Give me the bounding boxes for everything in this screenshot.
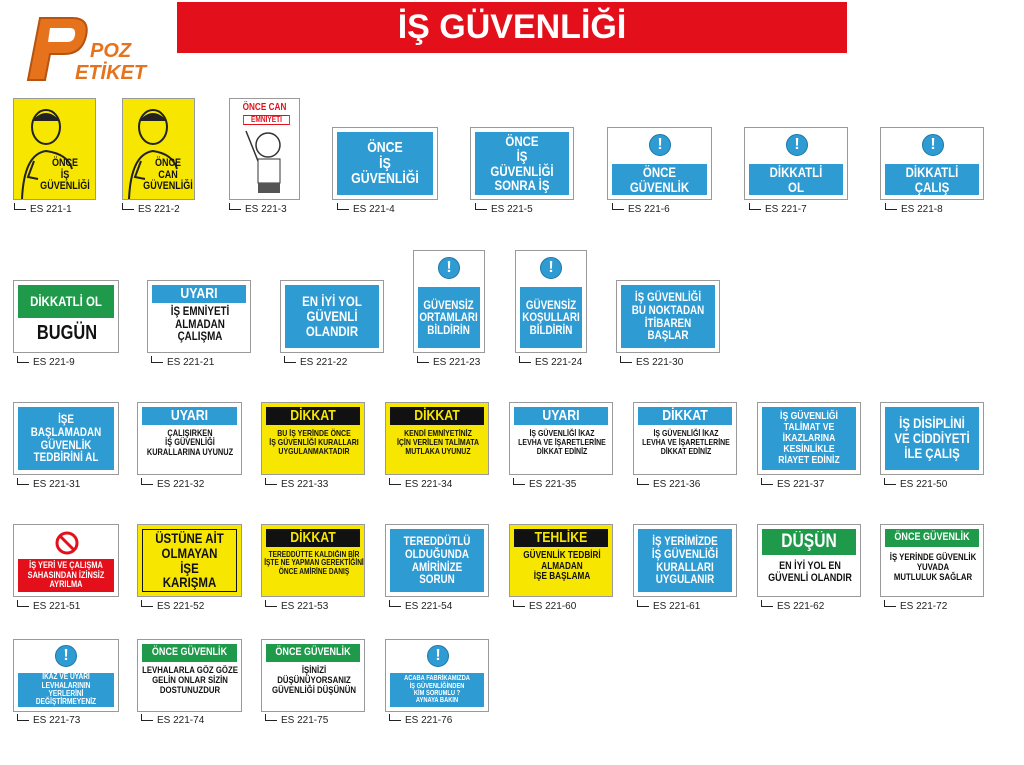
sign-es-221-76[interactable] xyxy=(385,639,489,712)
sign-text: EN İYİ YOL EN xyxy=(779,560,841,572)
sign-text: İŞ GÜVENLİĞİNDEN xyxy=(409,682,465,690)
product-code: ES 221-73 xyxy=(17,715,80,726)
product-code: ES 221-74 xyxy=(141,715,204,726)
sign-text: ÇALIŞ xyxy=(914,178,950,195)
sign-text: OL xyxy=(788,178,804,195)
sign-header: TEHLİKE xyxy=(534,529,588,547)
exclamation-icon: ! xyxy=(438,257,460,279)
sign-text: BAŞLAR xyxy=(647,328,689,343)
child-illustration xyxy=(230,99,300,200)
sign-text: CAN xyxy=(158,168,178,181)
sign-es-221-34[interactable] xyxy=(385,402,489,475)
sign-header: UYARI xyxy=(170,407,209,425)
sign-text: BİLDİRİN xyxy=(529,322,573,337)
sign-text: TEREDDÜTTE KALDIĞIN BİR xyxy=(268,550,360,559)
sign-text: DİKKAT EDİNİZ xyxy=(536,445,588,456)
sign-es-221-33[interactable] xyxy=(261,402,365,475)
sign-es-221-30[interactable] xyxy=(616,280,720,353)
sign-es-221-4[interactable] xyxy=(332,127,438,200)
exclamation-icon: ! xyxy=(649,134,671,156)
sign-text: VE CİDDİYETİ xyxy=(894,430,970,447)
sign-text: DİKKATLİ xyxy=(905,163,959,180)
sign-sub: EMNİYETİ xyxy=(243,115,290,125)
poz-etiket-logo xyxy=(20,10,155,90)
sign-text: İÇİN VERİLEN TALİMATA xyxy=(396,436,480,447)
sign-text: UYGULANMAKTADIR xyxy=(278,445,350,456)
product-code: ES 221-37 xyxy=(761,479,824,490)
sign-text: LEVHA VE İŞARETLERİNE xyxy=(518,436,606,447)
sign-text: KESİNLİKLE xyxy=(783,443,835,455)
sign-es-221-53[interactable] xyxy=(261,524,365,597)
sign-text: AYRILMA xyxy=(49,579,83,590)
sign-text: SORUN xyxy=(419,572,455,587)
sign-text: DÜŞÜNÜYORSANIZ xyxy=(277,674,351,686)
exclamation-icon: ! xyxy=(786,134,808,156)
sign-es-221-23[interactable] xyxy=(413,250,485,353)
sign-es-221-9[interactable] xyxy=(13,280,119,353)
sign-text: ACABA FABRİKAMIZDA xyxy=(404,675,470,683)
prohibition-icon xyxy=(54,530,80,556)
sign-text: GÜVENLİĞİ xyxy=(40,180,90,193)
sign-header: UYARI xyxy=(180,285,218,303)
product-code: ES 221-23 xyxy=(417,357,480,368)
sign-text: İŞ xyxy=(379,154,391,172)
sign-text: KARIŞMA xyxy=(162,574,217,591)
sign-es-221-7[interactable] xyxy=(744,127,848,200)
sign-text: KURALLARI xyxy=(656,559,714,574)
sign-text: TALİMAT VE xyxy=(783,420,835,433)
sign-header: ÖNCE GÜVENLİK xyxy=(275,646,351,659)
product-code: ES 221-52 xyxy=(141,601,204,612)
product-code: ES 221-62 xyxy=(761,601,824,612)
sign-es-221-36[interactable] xyxy=(633,402,737,475)
sign-text: RİAYET EDİNİZ xyxy=(778,454,840,467)
product-code: ES 221-24 xyxy=(519,357,582,368)
sign-text: GÜVENLİK xyxy=(40,437,92,452)
sign-text: BİLDİRİN xyxy=(427,322,471,337)
sign-text: İŞ xyxy=(60,168,70,181)
sign-es-221-50[interactable] xyxy=(880,402,984,475)
sign-es-221-72[interactable] xyxy=(880,524,984,597)
sign-text: EN İYİ YOL xyxy=(302,293,362,310)
sign-header: ÖNCE CAN xyxy=(242,102,287,113)
sign-text: İŞ YERİ VE ÇALIŞMA xyxy=(29,560,103,571)
sign-text: ÖNCE xyxy=(154,157,182,169)
exclamation-icon: ! xyxy=(922,134,944,156)
sign-text: ORTAMLARI xyxy=(419,310,479,325)
sign-text: LEVHA VE İŞARETLERİNE xyxy=(642,436,730,447)
sign-text: KOŞULLARI xyxy=(522,310,580,325)
sign-header: DÜŞÜN xyxy=(781,531,837,553)
sign-text: BU NOKTADAN xyxy=(631,302,705,317)
sign-text: İŞ GÜVENLİĞİ xyxy=(634,290,702,305)
sign-text: GÜVENLİ OLANDIR xyxy=(768,571,852,584)
product-code: ES 221-50 xyxy=(884,479,947,490)
logo-text-etiket: ETİKET xyxy=(75,62,147,84)
sign-text: İŞ GÜVENLİĞİ İKAZ xyxy=(529,428,595,438)
sign-text: KURALLARINA UYUNUZ xyxy=(146,446,234,457)
sign-text: ÜSTÜNE AİT xyxy=(155,530,224,547)
product-code: ES 221-33 xyxy=(265,479,328,490)
product-code: ES 221-34 xyxy=(389,479,452,490)
sign-text: İŞE BAŞLAMADAN xyxy=(30,412,102,439)
sign-es-221-31[interactable] xyxy=(13,402,119,475)
sign-text: ALMADAN xyxy=(541,560,583,572)
product-code: ES 221-51 xyxy=(17,601,80,612)
sign-es-221-2[interactable] xyxy=(122,98,195,200)
sign-text: LEVHALARLA GÖZ GÖZE xyxy=(142,665,238,676)
sign-text: İŞ GÜVENLİĞİ xyxy=(780,409,838,422)
product-code: ES 221-61 xyxy=(637,601,700,612)
sign-text: ÇALIŞIRKEN xyxy=(167,428,213,438)
product-code: ES 221-1 xyxy=(14,204,72,215)
product-code: ES 221-53 xyxy=(265,601,328,612)
exclamation-icon: ! xyxy=(55,645,77,667)
sign-text: KİM SORUMLU ? xyxy=(413,690,461,697)
product-code: ES 221-22 xyxy=(284,357,347,368)
sign-text: İTİBAREN xyxy=(644,315,692,330)
sign-text: YUVADA xyxy=(916,561,950,573)
sign-text: İŞ DİSİPLİNİ xyxy=(899,415,965,432)
sign-text: OLANDIR xyxy=(305,322,359,339)
sign-text: ÖNCE xyxy=(642,163,677,180)
product-code: ES 221-76 xyxy=(389,715,452,726)
sign-header: UYARI xyxy=(542,407,580,425)
sign-es-221-75[interactable] xyxy=(261,639,365,712)
sign-es-221-1[interactable] xyxy=(13,98,96,200)
sign-es-221-3[interactable] xyxy=(229,98,300,200)
sign-header: DİKKAT xyxy=(414,407,460,425)
sign-es-221-24[interactable] xyxy=(515,250,587,353)
sign-text: İKAZLARINA xyxy=(782,431,836,444)
product-code: ES 221-32 xyxy=(141,479,204,490)
product-code: ES 221-21 xyxy=(151,357,214,368)
product-code: ES 221-2 xyxy=(122,204,180,215)
sign-es-221-6[interactable] xyxy=(607,127,712,200)
sign-text: AYNAYA BAKIN xyxy=(415,697,459,705)
sign-text: İLE ÇALIŞ xyxy=(904,444,960,461)
logo-text-poz: POZ xyxy=(90,40,132,62)
sign-text: GÜVENLİĞİ xyxy=(143,180,193,193)
sign-text: BUGÜN xyxy=(36,322,98,344)
sign-text: UYGULANIR xyxy=(655,572,715,587)
sign-es-221-54[interactable] xyxy=(385,524,489,597)
sign-header: DİKKATLİ OL xyxy=(30,293,102,310)
product-code: ES 221-31 xyxy=(17,479,80,490)
sign-text: MUTLULUK SAĞLAR xyxy=(893,571,973,583)
sign-es-221-60[interactable] xyxy=(509,524,613,597)
sign-text: İŞ GÜVENLİĞİ KURALLARI xyxy=(269,436,359,447)
sign-text: OLDUĞUNDA xyxy=(405,546,469,561)
product-code: ES 221-5 xyxy=(475,204,533,215)
sign-text: DOSTUNUZDUR xyxy=(159,684,221,696)
product-code: ES 221-4 xyxy=(337,204,395,215)
sign-header: ÖNCE GÜVENLİK xyxy=(894,531,970,544)
sign-text: MUTLAKA UYUNUZ xyxy=(405,445,471,456)
sign-text: İKAZ VE UYARI xyxy=(42,672,90,682)
sign-header: DİKKAT xyxy=(290,529,336,547)
sign-text: GELİN ONLAR SİZİN xyxy=(152,674,228,686)
product-code: ES 221-7 xyxy=(749,204,807,215)
product-code: ES 221-75 xyxy=(265,715,328,726)
product-code: ES 221-6 xyxy=(612,204,670,215)
page-title: İŞ GÜVENLİĞİ xyxy=(177,2,847,53)
product-code: ES 221-54 xyxy=(389,601,452,612)
sign-es-221-52[interactable] xyxy=(137,524,242,597)
sign-text: GÜVENLİĞİ DÜŞÜNÜN xyxy=(272,684,356,696)
sign-text: İŞ GÜVENLİĞİ xyxy=(165,437,215,448)
sign-es-221-32[interactable] xyxy=(137,402,242,475)
product-code: ES 221-30 xyxy=(620,357,683,368)
sign-header: ÖNCE GÜVENLİK xyxy=(151,646,228,659)
sign-text: İŞ GÜVENLİĞİ xyxy=(651,546,719,561)
sign-es-221-21[interactable] xyxy=(147,280,251,353)
sign-text: İŞİNİZİ xyxy=(301,665,327,676)
sign-text: ÖNCE AMİRİNE DANIŞ xyxy=(278,566,350,576)
sign-header: DİKKAT xyxy=(290,407,336,425)
sign-text: İŞ YERİMİZDE xyxy=(652,534,718,549)
sign-text: OLMAYAN İŞE xyxy=(161,544,218,576)
sign-text: ÖNCE xyxy=(367,138,403,156)
sign-es-221-51[interactable] xyxy=(13,524,119,597)
sign-text: KENDİ EMNİYETİNİZ xyxy=(404,428,472,438)
sign-text: DİKKATLİ xyxy=(769,163,823,180)
sign-text: ÖNCE xyxy=(505,133,539,150)
sign-es-221-8[interactable] xyxy=(880,127,984,200)
product-code: ES 221-8 xyxy=(885,204,943,215)
sign-text: ÇALIŞMA xyxy=(177,329,223,344)
sign-text: ALMADAN xyxy=(175,316,225,331)
sign-text: GÜVENLİ xyxy=(306,308,358,325)
sign-es-221-35[interactable] xyxy=(509,402,613,475)
sign-text: İŞTE NE YAPMAN GEREKTİĞİNİ xyxy=(264,558,364,568)
sign-text: DİKKAT EDİNİZ xyxy=(660,445,712,456)
product-code: ES 221-60 xyxy=(513,601,576,612)
sign-text: SAHASINDAN İZİNSİZ xyxy=(27,569,105,580)
sign-text: ÖNCE xyxy=(51,157,79,169)
sign-text: GÜVENLİĞİ xyxy=(351,170,419,188)
sign-text: DEĞİŞTİRMEYENİZ xyxy=(35,697,97,707)
sign-text: GÜVENLİK xyxy=(629,178,690,195)
sign-text: GÜVENSİZ xyxy=(525,297,577,312)
sign-es-221-73[interactable] xyxy=(13,639,119,712)
sign-text: TEDBİRİNİ AL xyxy=(33,450,99,465)
product-code: ES 221-9 xyxy=(17,357,75,368)
sign-es-221-74[interactable] xyxy=(137,639,242,712)
sign-es-221-22[interactable] xyxy=(280,280,384,353)
product-code: ES 221-3 xyxy=(229,204,287,215)
product-code: ES 221-35 xyxy=(513,479,576,490)
sign-text: İŞE BAŞLAMA xyxy=(533,571,591,582)
sign-text: LEVHALARININ YERLERİNİ xyxy=(41,680,91,698)
sign-text: GÜVENLİK TEDBİRİ xyxy=(523,550,601,561)
sign-text: İŞ GÜVENLİĞİ xyxy=(490,147,554,179)
sign-es-221-37[interactable] xyxy=(757,402,861,475)
sign-text: İŞ GÜVENLİĞİ İKAZ xyxy=(653,428,719,438)
sign-header: DİKKAT xyxy=(662,407,708,425)
sign-text: İŞ EMNİYETİ xyxy=(170,304,230,318)
product-code: ES 221-72 xyxy=(884,601,947,612)
sign-text: İŞ YERİNDE GÜVENLİK xyxy=(889,552,977,563)
sign-es-221-62[interactable] xyxy=(757,524,861,597)
sign-text: AMİRİNİZE xyxy=(411,559,463,574)
product-code: ES 221-36 xyxy=(637,479,700,490)
sign-text: BU İŞ YERİNDE ÖNCE xyxy=(277,428,351,438)
sign-es-221-61[interactable] xyxy=(633,524,737,597)
sign-text: SONRA İŞ xyxy=(494,177,550,194)
sign-text: TEREDDÜTLÜ xyxy=(403,534,471,549)
sign-es-221-5[interactable] xyxy=(470,127,574,200)
exclamation-icon: ! xyxy=(427,645,449,667)
exclamation-icon: ! xyxy=(540,257,562,279)
sign-text: GÜVENSİZ xyxy=(423,297,475,312)
